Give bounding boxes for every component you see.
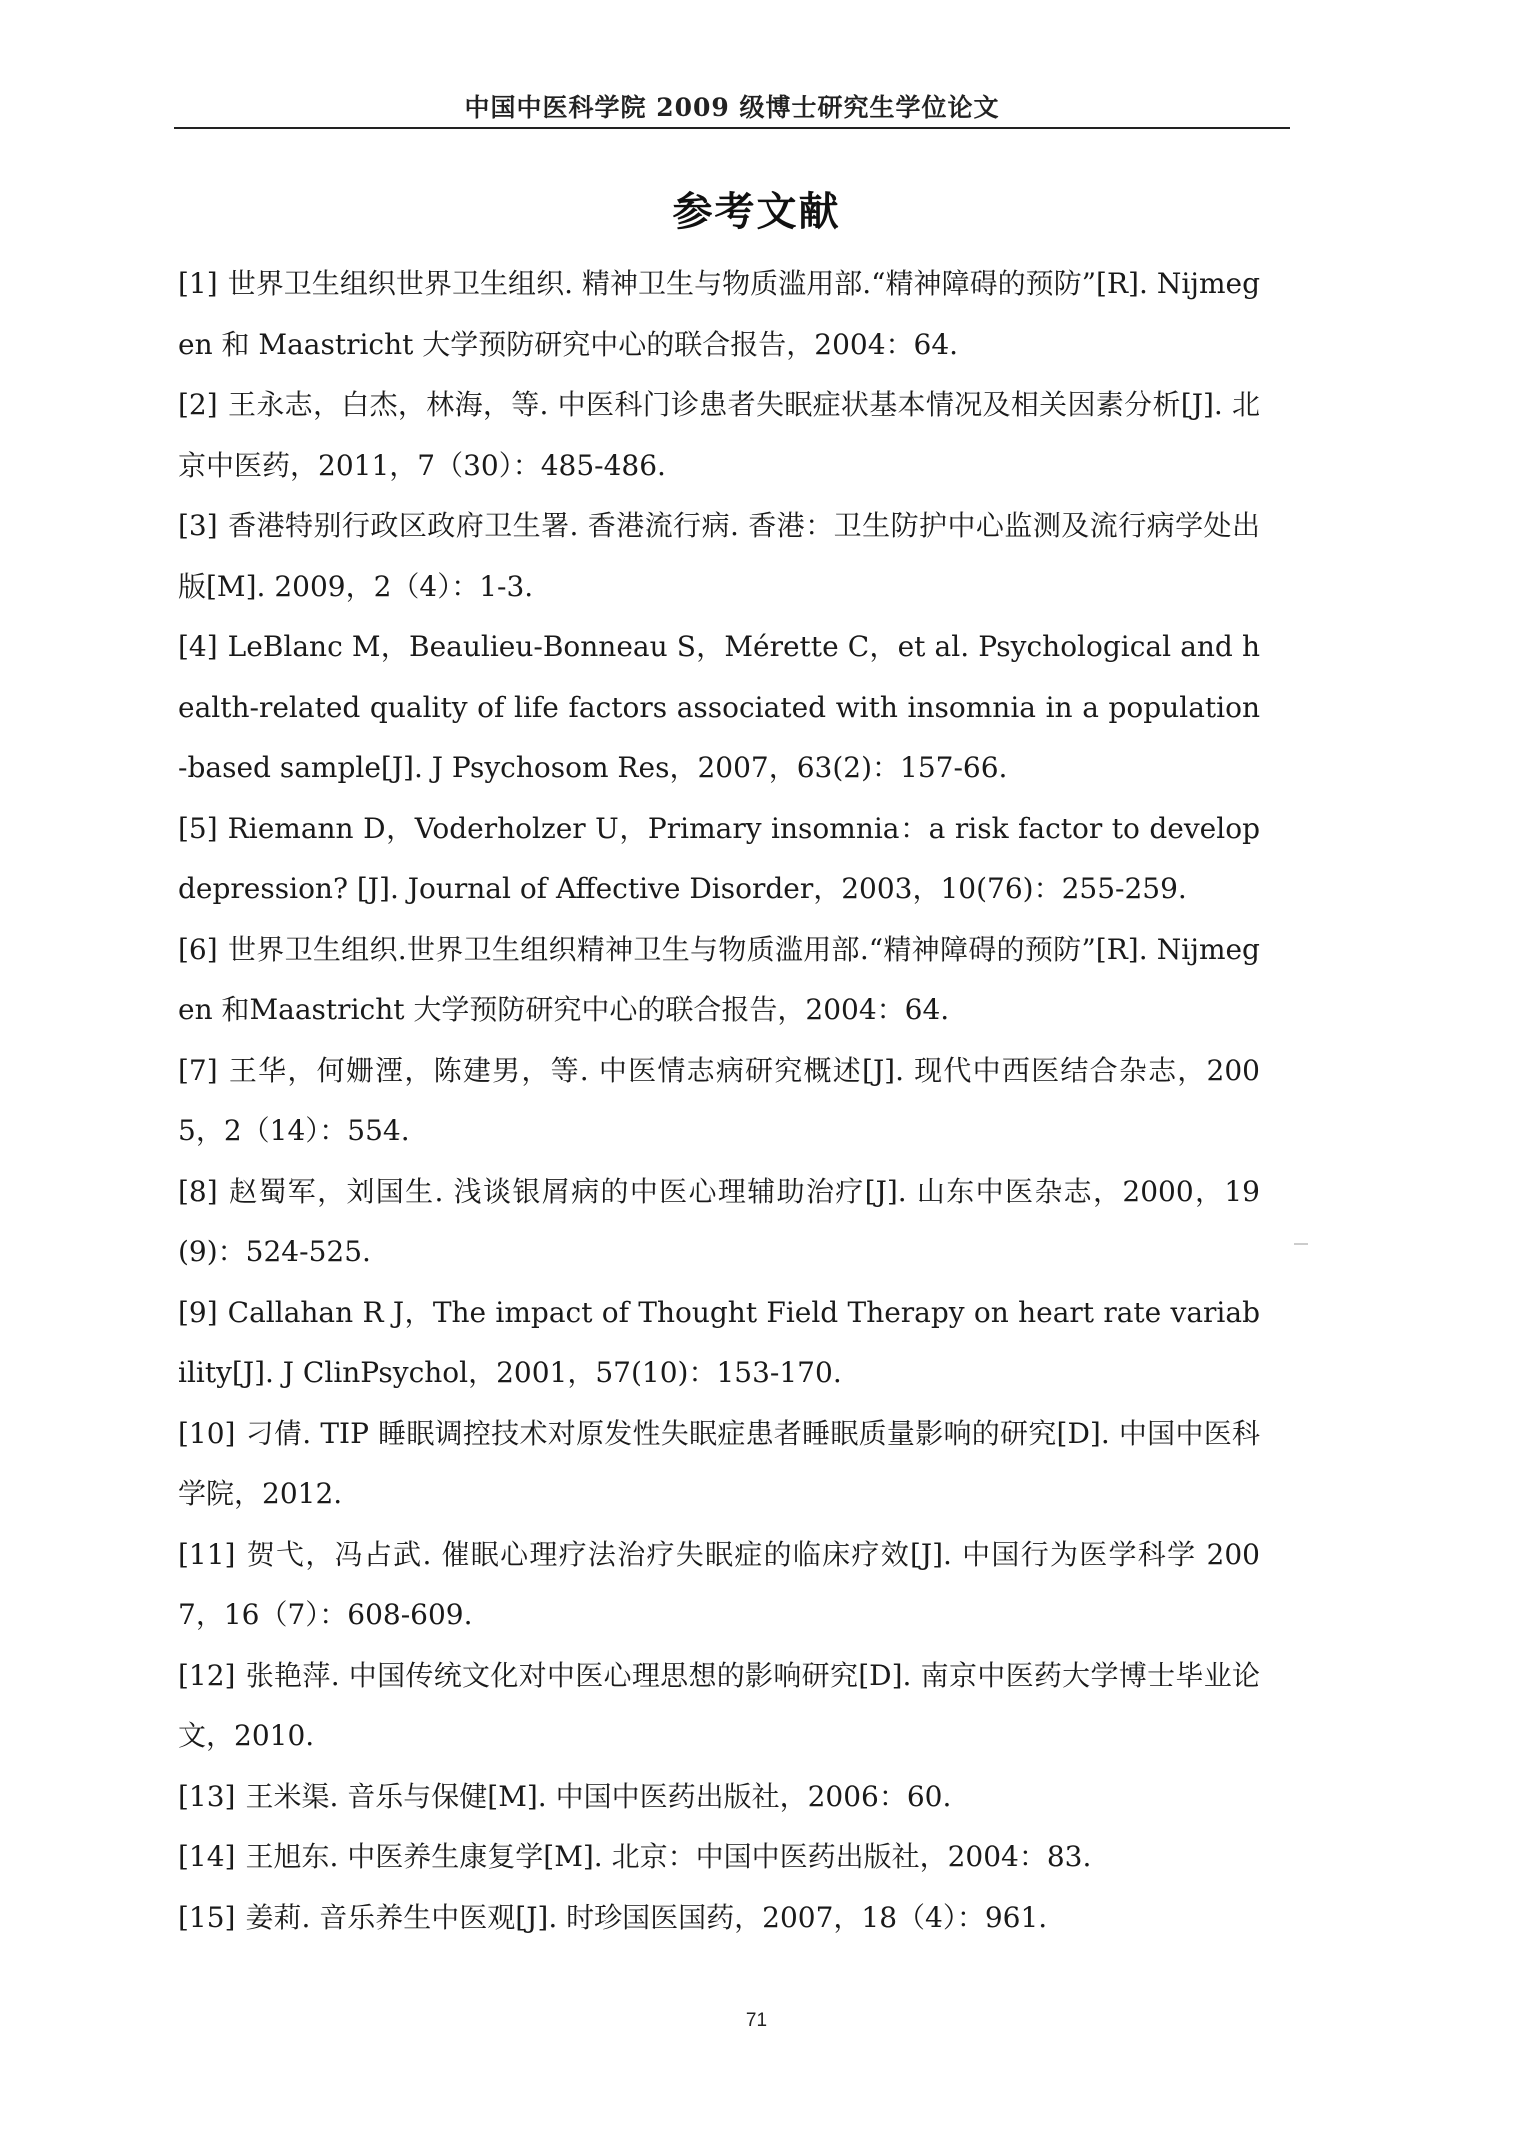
reference-text: Callahan R J，The impact of Thought Field Therapy on heart rate variability[J]. J ClinPsychol，2001，57(10)：153-170. (178, 1295, 1260, 1389)
reference-number: [3] (178, 509, 218, 542)
page-number: 71 (745, 2010, 768, 2031)
reference-text: 刁倩. TIP 睡眠调控技术对原发性失眠症患者睡眠质量影响的研究[D]. 中国中医科学院，2012. (178, 1416, 1260, 1510)
reference-number: [9] (178, 1295, 218, 1329)
reference-number: [14] (178, 1840, 236, 1873)
reference-item (178, 1404, 1260, 1525)
reference-item (178, 1888, 1260, 1949)
reference-text: 世界卫生组织世界卫生组织. 精神卫生与物质滥用部.“精神障碍的预防”[R]. Nijmegen 和 Maastricht 大学预防研究中心的联合报告，2004：64. (178, 267, 1260, 361)
reference-number: [1] (178, 267, 218, 300)
reference-number: [7] (178, 1053, 218, 1087)
reference-text: 王永志，白杰，林海，等. 中医科门诊患者失眠症状基本情况及相关因素分析[J]. 北京中医药，2011，7（30）：485-486. (178, 388, 1260, 482)
reference-item (178, 254, 1260, 375)
reference-text: 赵蜀军，刘国生. 浅谈银屑病的中医心理辅助治疗[J]. 山东中医杂志，2000，19(9)：524-525. (178, 1174, 1260, 1268)
reference-text: 贺弋，冯占武. 催眠心理疗法治疗失眠症的临床疗效[J]. 中国行为医学科学 2007，16（7）：608-609. (178, 1537, 1260, 1631)
reference-number: [6] (178, 932, 218, 966)
reference-item (178, 375, 1260, 496)
reference-text: 王华，何姗湮，陈建男，等. 中医情志病研究概述[J]. 现代中西医结合杂志，2005，2（14）：554. (178, 1053, 1260, 1147)
reference-item (178, 799, 1260, 920)
reference-text: Riemann D，Voderholzer U，Primary insomnia：a risk factor to develop depression? [J]. Journal of Affective Disorder，2003，10(76)：255-259. (178, 811, 1260, 905)
reference-item (178, 1827, 1260, 1888)
reference-text: 姜莉. 音乐养生中医观[J]. 时珍国医国药，2007，18（4）：961. (245, 1900, 1048, 1934)
scan-artifact (1294, 1243, 1308, 1245)
reference-item (178, 1767, 1260, 1828)
reference-item (178, 1041, 1260, 1162)
reference-number: [5] (178, 811, 218, 845)
reference-text: LeBlanc M，Beaulieu-Bonneau S，Mérette C，et al. Psychological and health-related quality of life factors associated with insomnia in a population-based sample[J]. J Psychosom Res，2007，63(2)：157-66. (178, 630, 1260, 784)
reference-number: [15] (178, 1900, 236, 1934)
reference-item (178, 1162, 1260, 1283)
reference-item (178, 1525, 1260, 1646)
reference-item (178, 496, 1260, 617)
reference-number: [10] (178, 1416, 236, 1450)
reference-number: [4] (178, 630, 218, 663)
reference-number: [8] (178, 1174, 218, 1208)
reference-number: [2] (178, 388, 218, 421)
reference-text: 香港特别行政区政府卫生署. 香港流行病. 香港：卫生防护中心监测及流行病学处出版[M]. 2009，2（4）：1-3. (178, 509, 1260, 603)
reference-text: 王旭东. 中医养生康复学[M]. 北京：中国中医药出版社，2004：83. (245, 1840, 1092, 1873)
reference-text: 王米渠. 音乐与保健[M]. 中国中医药出版社，2006：60. (245, 1779, 952, 1813)
reference-item (178, 1646, 1260, 1767)
reference-text: 世界卫生组织.世界卫生组织精神卫生与物质滥用部.“精神障碍的预防”[R]. Nijmegen 和Maastricht 大学预防研究中心的联合报告，2004：64. (178, 932, 1260, 1026)
running-header: 中国中医科学院 2009 级博士研究生学位论文 (464, 93, 1000, 122)
reference-item (178, 920, 1260, 1041)
reference-number: [11] (178, 1537, 236, 1571)
reference-item (178, 617, 1260, 799)
reference-number: [12] (178, 1658, 236, 1692)
reference-list (178, 254, 1260, 1948)
reference-item (178, 1283, 1260, 1404)
header-divider (174, 127, 1290, 129)
reference-text: 张艳萍. 中国传统文化对中医心理思想的影响研究[D]. 南京中医药大学博士毕业论文，2010. (178, 1658, 1260, 1752)
section-title: 参考文献 (672, 188, 841, 235)
reference-number: [13] (178, 1779, 236, 1813)
